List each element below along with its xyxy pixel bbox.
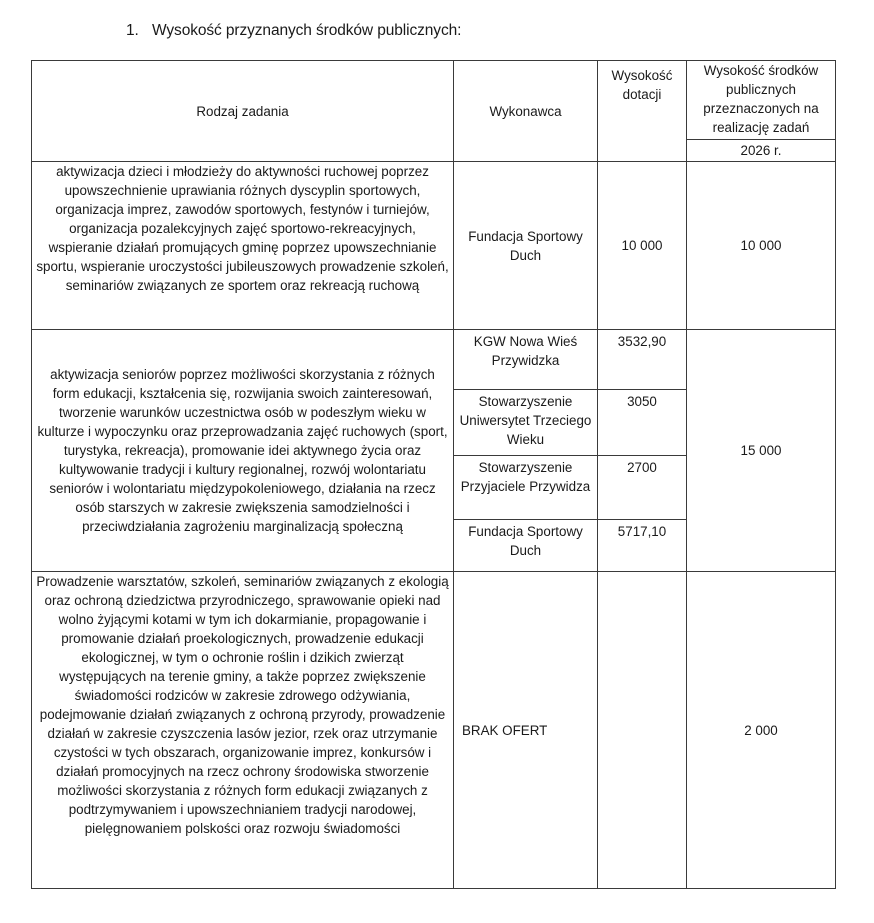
task-description: aktywizacja seniorów poprzez możliwości skorzystania z różnych form edukacji, kształcenia się, rozwijania swoich zainteresowań, tworzenie warunków uczestnictwa osób w podeszłym wieku w kulturze i wypoczynku oraz przeprowadzania zajęć ruchowych (sport, turystyka, rekreacja), promowanie idei aktywnego życia oraz kultywowanie tradycji i kultury regionalnej, rozwój wolontariatu seniorów i wolontariatu międzypokoleniowego, działania na rzecz osób starszych w zakresie zwiększenia samodzielności i przeciwdziałania zagrożeniu marginalizacją społeczną <box>32 330 454 572</box>
header-public-funds: Wysokość środków publicznych przeznaczonych na realizację zadań <box>687 61 836 140</box>
table-row <box>32 572 836 889</box>
executor-name: KGW Nowa Wieś Przywidzka <box>454 330 598 390</box>
executor-name: Stowarzyszenie Przyjaciele Przywidza <box>454 456 598 520</box>
header-executor: Wykonawca <box>454 61 598 162</box>
grant-amount: 3532,90 <box>598 330 687 390</box>
task-description: Prowadzenie warsztatów, szkoleń, seminariów związanych z ekologią oraz ochroną dziedzictwa przyrodniczego, sprawowanie opieki nad wolno żyjącymi kotami w tym ich dokarmianie, propagowanie i promowanie działań proekologicznych, prowadzenie edukacji ekologicznej, w tym o ochronie roślin i dzikich zwierząt występujących na terenie gminy, a także poprzez zwiększenie świadomości rodziców w zakresie zdrowego odżywiania, podejmowanie działań związanych z ochroną przyrody, prowadzenie działań w zakresie czyszczenia lasów jezior, rzek oraz utrzymanie czystości w tych obszarach, organizowanie imprez, konkursów i działań promocyjnych na rzecz ochrony środowiska stworzenie możliwości skorzystania z różnych form edukacji związanych z podtrzymywaniem i upowszechnianiem tradycji narodowej, pielęgnowaniem polskości oraz rozwoju świadomości <box>32 572 454 889</box>
executor-name: Fundacja Sportowy Duch <box>454 162 598 330</box>
section-number: 1. <box>126 22 139 39</box>
grant-amount: 5717,10 <box>598 520 687 572</box>
grant-amount <box>598 572 687 889</box>
table-row <box>32 330 836 390</box>
header-grant-amount: Wysokość dotacji <box>598 61 687 162</box>
executor-name: BRAK OFERT <box>454 572 598 889</box>
task-description: aktywizacja dzieci i młodzieży do aktywności ruchowej poprzez upowszechnienie uprawiania różnych dyscyplin sportowych, organizacja imprez, zawodów sportowych, festynów i turniejów, organizacja pozalekcyjnych zajęć sportowo-rekreacyjnych, wspieranie działań promujących gminę poprzez upowszechnianie sportu, wspieranie uroczystości jubileuszowych prowadzenie szkoleń, seminariów związanych ze sportem oraz rekreacją ruchową <box>32 162 454 330</box>
public-funds-amount: 10 000 <box>687 162 836 330</box>
public-funds-amount: 2 000 <box>687 572 836 889</box>
section-heading <box>126 22 461 40</box>
grant-amount: 3050 <box>598 390 687 456</box>
public-funds-amount: 15 000 <box>687 330 836 572</box>
grant-amount: 2700 <box>598 456 687 520</box>
table-row <box>32 162 836 330</box>
header-task-type: Rodzaj zadania <box>32 61 454 162</box>
section-title: Wysokość przyznanych środków publicznych: <box>152 22 462 39</box>
header-year: 2026 r. <box>687 140 836 162</box>
grant-amount: 10 000 <box>598 162 687 330</box>
executor-name: Fundacja Sportowy Duch <box>454 520 598 572</box>
public-funds-table <box>31 60 836 889</box>
executor-name: Stowarzyszenie Uniwersytet Trzeciego Wieku <box>454 390 598 456</box>
